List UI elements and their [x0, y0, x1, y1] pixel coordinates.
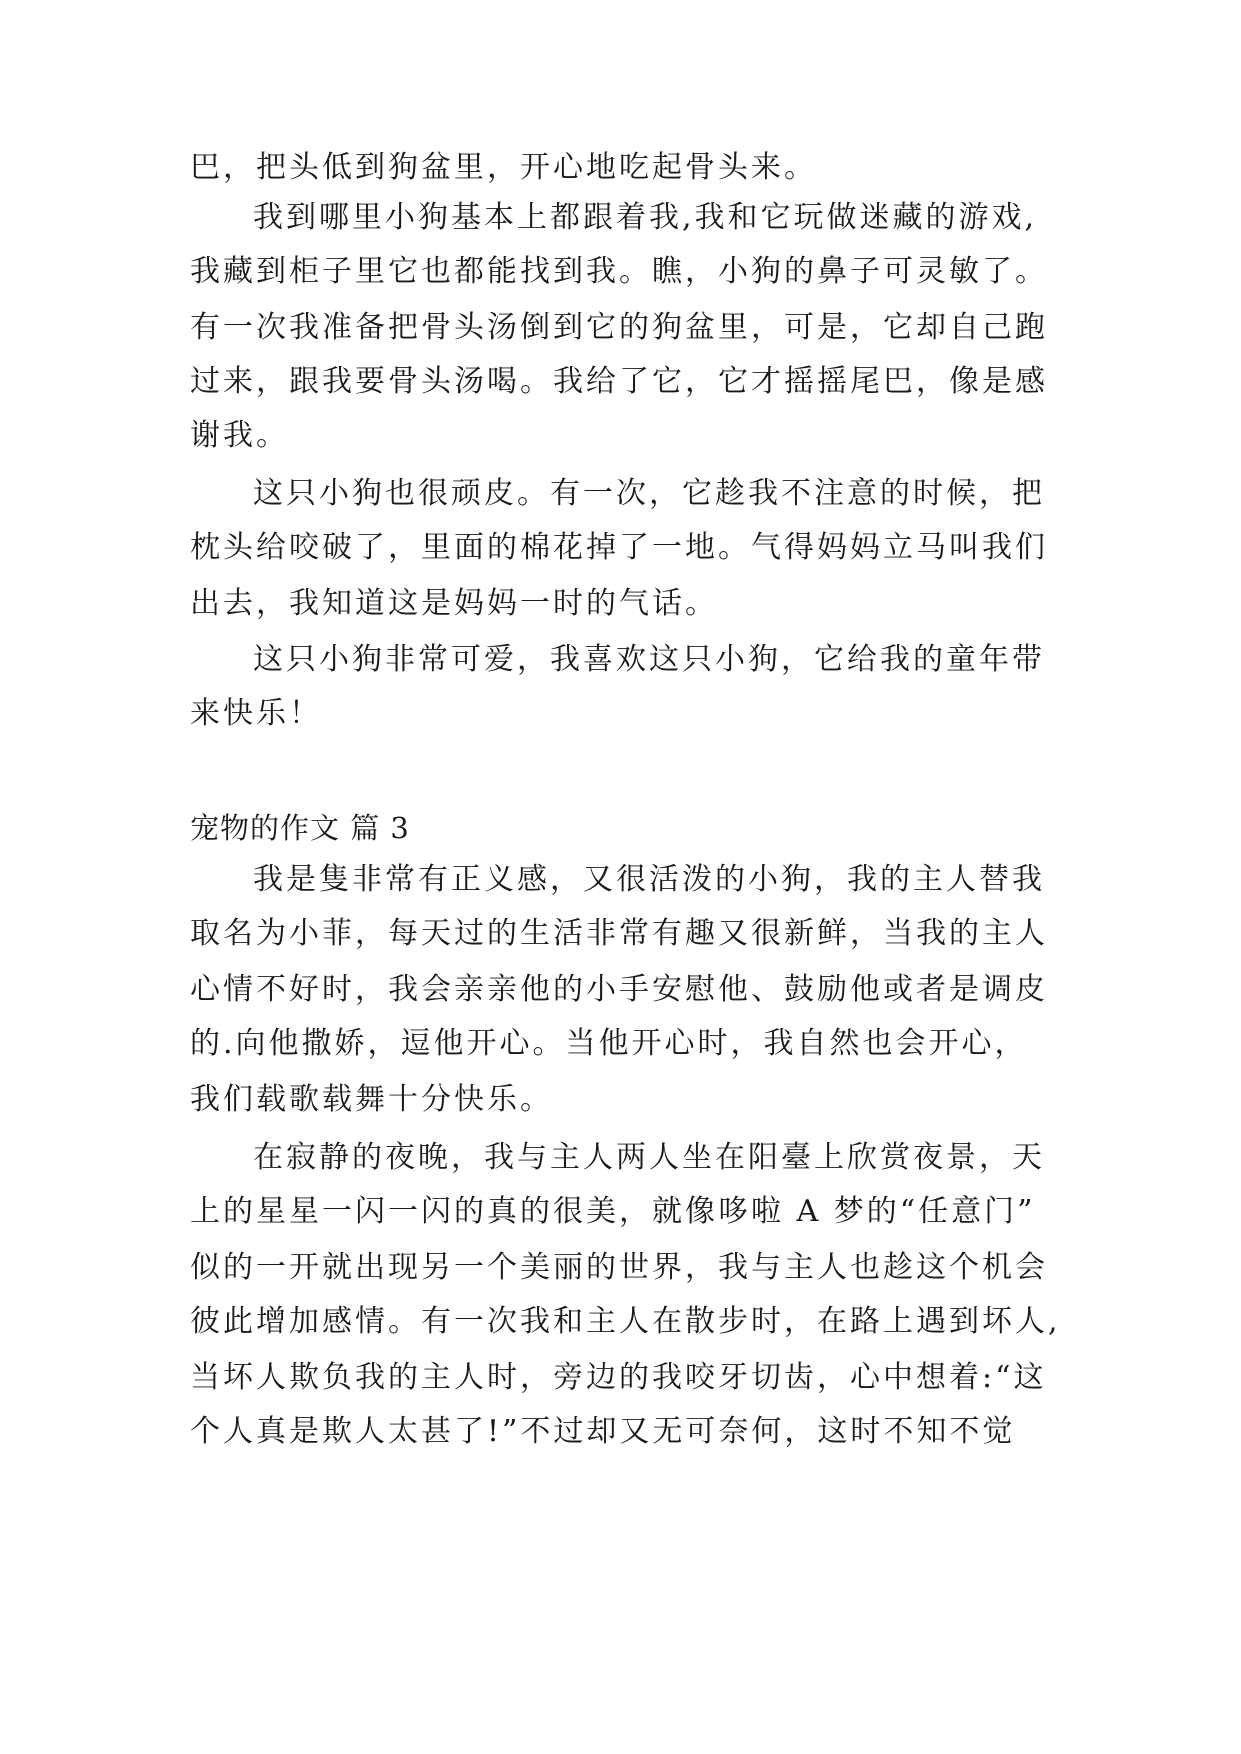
paragraph-line: 取名为小菲，每天过的生活非常有趣又很新鲜，当我的主人 — [190, 916, 1048, 951]
paragraph-line: 我藏到柜子里它也都能找到我。瞧，小狗的鼻子可灵敏了。 — [190, 254, 1048, 289]
paragraph-line: 枕头给咬破了，里面的棉花掉了一地。气得妈妈立马叫我们 — [190, 530, 1048, 565]
paragraph-line: 心情不好时，我会亲亲他的小手安慰他、鼓励他或者是调皮 — [190, 972, 1048, 1007]
paragraph-line: 有一次我准备把骨头汤倒到它的狗盆里，可是，它却自己跑 — [190, 310, 1048, 345]
paragraph-line: 出去，我知道这是妈妈一时的气话。 — [190, 586, 718, 621]
paragraph-line: 巴，把头低到狗盆里，开心地吃起骨头来。 — [190, 150, 817, 185]
paragraph-line: 来快乐！ — [190, 696, 322, 731]
paragraph-line: 谢我。 — [190, 418, 289, 453]
paragraph-line: 似的一开就出现另一个美丽的世界，我与主人也趁这个机会 — [190, 1250, 1048, 1285]
paragraph-line: 过来，跟我要骨头汤喝。我给了它，它才摇摇尾巴，像是感 — [190, 364, 1048, 399]
paragraph-line: 我到哪里小狗基本上都跟着我,我和它玩做迷藏的游戏, — [253, 200, 1038, 235]
paragraph-line: 在寂静的夜晚，我与主人两人坐在阳臺上欣赏夜景，天 — [253, 1140, 1045, 1175]
paragraph-line: 我是隻非常有正义感，又很活泼的小狗，我的主人替我 — [253, 862, 1045, 897]
paragraph-line: 当坏人欺负我的主人时，旁边的我咬牙切齿，心中想着:“这 — [190, 1360, 1047, 1395]
paragraph-line: 彼此增加感情。有一次我和主人在散步时，在路上遇到坏人, — [190, 1304, 1061, 1339]
section-heading: 宠物的作文 篇 3 — [190, 811, 410, 845]
paragraph-line: 个人真是欺人太甚了!”不过却又无可奈何，这时不知不觉 — [190, 1414, 1016, 1449]
paragraph-line: 这只小狗也很顽皮。有一次，它趁我不注意的时候，把 — [253, 476, 1045, 511]
paragraph-line: 上的星星一闪一闪的真的很美，就像哆啦 A 梦的“任意门” — [190, 1194, 1036, 1229]
paragraph-line: 我们载歌载舞十分快乐。 — [190, 1082, 553, 1117]
paragraph-line: 这只小狗非常可爱，我喜欢这只小狗，它给我的童年带 — [253, 642, 1045, 677]
paragraph-line: 的.向他撒娇，逗他开心。当他开心时，我自然也会开心， — [190, 1026, 1028, 1061]
